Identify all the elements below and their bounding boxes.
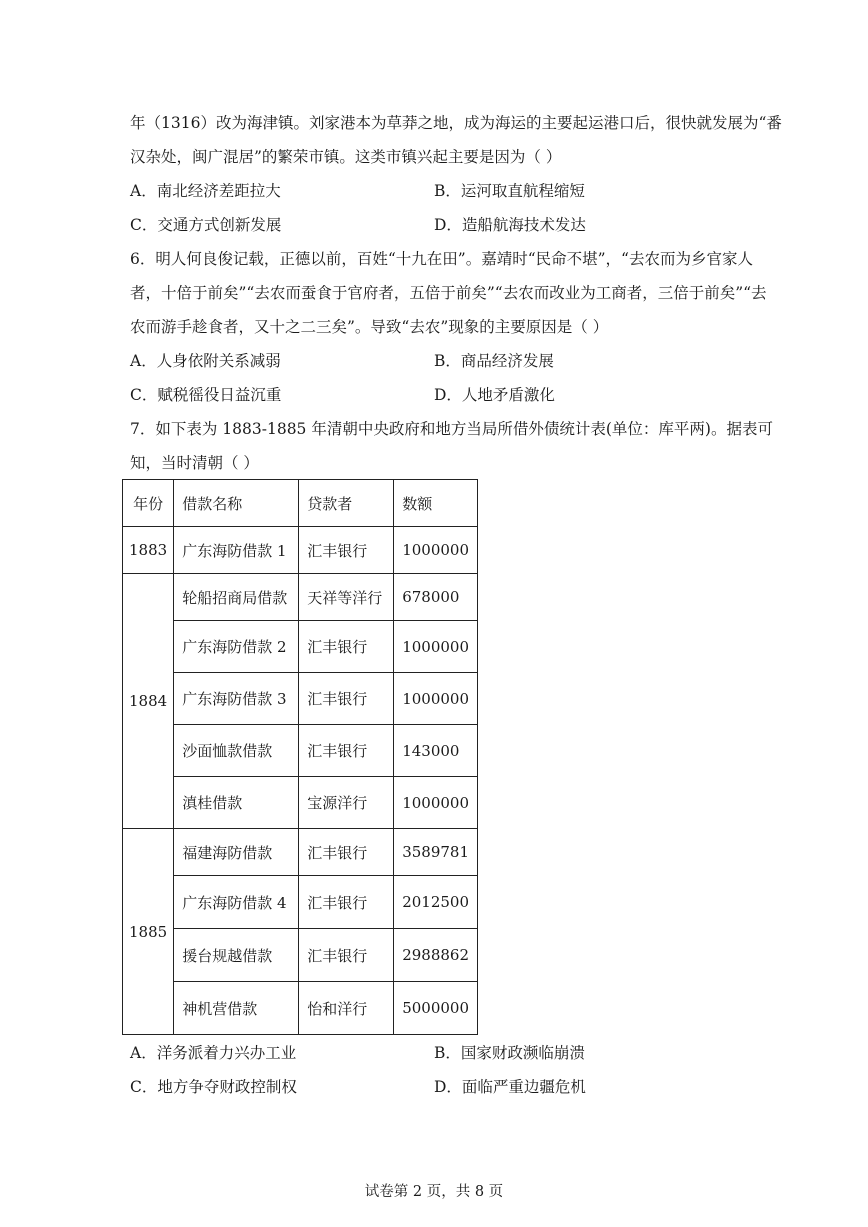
- header-loan-name: 借款名称: [174, 480, 299, 527]
- lender-cell: 汇丰银行: [299, 876, 394, 929]
- q7-option-b: B．国家财政濒临崩溃: [434, 1044, 585, 1062]
- loan-name-cell: 援台规越借款: [174, 929, 299, 982]
- amount-cell: 5000000: [394, 982, 478, 1035]
- table-row: [123, 725, 478, 777]
- q7-stem-line-2: 知，当时清朝（ ）: [130, 454, 259, 472]
- q6-option-c: C．赋税徭役日益沉重: [130, 386, 282, 404]
- page-footer: 试卷第 2 页，共 8 页: [364, 1184, 504, 1200]
- loan-name-cell: 广东海防借款 1: [174, 527, 299, 574]
- amount-cell: 3589781: [394, 829, 478, 876]
- table-row: [123, 982, 478, 1035]
- q6-option-a: A．人身依附关系减弱: [130, 352, 281, 370]
- table-row: [123, 527, 478, 574]
- loan-name-cell: 轮船招商局借款: [174, 574, 299, 621]
- amount-cell: 2988862: [394, 929, 478, 982]
- lender-cell: 汇丰银行: [299, 929, 394, 982]
- header-amount: 数额: [394, 480, 478, 527]
- loan-name-cell: 广东海防借款 4: [174, 876, 299, 929]
- amount-cell: 1000000: [394, 621, 478, 673]
- table-row: [123, 929, 478, 982]
- table-row: [123, 574, 478, 621]
- lender-cell: 汇丰银行: [299, 725, 394, 777]
- amount-cell: 2012500: [394, 876, 478, 929]
- q5-stem-line-1: 年（1316）改为海津镇。刘家港本为草莽之地，成为海运的主要起运港口后，很快就发展为“番: [130, 114, 782, 132]
- amount-cell: 1000000: [394, 527, 478, 574]
- year-cell-1885: 1885: [123, 829, 174, 1035]
- loan-name-cell: 广东海防借款 3: [174, 673, 299, 725]
- q7-option-a: A．洋务派着力兴办工业: [130, 1044, 297, 1062]
- year-cell-1884: 1884: [123, 574, 174, 829]
- table-header-row: [123, 480, 478, 527]
- foreign-debt-table: [122, 479, 478, 1035]
- table-row: [123, 621, 478, 673]
- loan-name-cell: 福建海防借款: [174, 829, 299, 876]
- q7-option-c: C．地方争夺财政控制权: [130, 1078, 297, 1096]
- q6-stem-line-2: 者，十倍于前矣”“去农而蚕食于官府者，五倍于前矣”“去农而改业为工商者，三倍于前矣”“去: [130, 284, 767, 302]
- lender-cell: 怡和洋行: [299, 982, 394, 1035]
- header-lender: 贷款者: [299, 480, 394, 527]
- q6-stem-line-1: 6．明人何良俊记载，正德以前，百姓“十九在田”。嘉靖时“民命不堪”，“去农而为乡官家人: [130, 250, 753, 268]
- q5-option-d: D．造船航海技术发达: [434, 216, 586, 234]
- lender-cell: 宝源洋行: [299, 777, 394, 829]
- loan-name-cell: 沙面恤款借款: [174, 725, 299, 777]
- q5-option-a: A．南北经济差距拉大: [130, 182, 281, 200]
- loan-name-cell: 广东海防借款 2: [174, 621, 299, 673]
- q6-stem-line-3: 农而游手趁食者，又十之二三矣”。导致“去农”现象的主要原因是（ ）: [130, 318, 609, 336]
- lender-cell: 汇丰银行: [299, 829, 394, 876]
- amount-cell: 143000: [394, 725, 478, 777]
- q5-option-b: B．运河取直航程缩短: [434, 182, 585, 200]
- q6-option-d: D．人地矛盾激化: [434, 386, 555, 404]
- q6-option-b: B．商品经济发展: [434, 352, 554, 370]
- amount-cell: 1000000: [394, 673, 478, 725]
- table-row: [123, 829, 478, 876]
- loan-name-cell: 神机营借款: [174, 982, 299, 1035]
- year-cell-1883: 1883: [123, 527, 174, 574]
- lender-cell: 汇丰银行: [299, 621, 394, 673]
- lender-cell: 汇丰银行: [299, 527, 394, 574]
- table-row: [123, 876, 478, 929]
- table-row: [123, 673, 478, 725]
- q5-stem-line-2: 汉杂处，闽广混居”的繁荣市镇。这类市镇兴起主要是因为（ ）: [130, 148, 562, 166]
- amount-cell: 1000000: [394, 777, 478, 829]
- lender-cell: 天祥等洋行: [299, 574, 394, 621]
- header-year: 年份: [123, 480, 174, 527]
- table-row: [123, 777, 478, 829]
- loan-name-cell: 滇桂借款: [174, 777, 299, 829]
- q7-option-d: D．面临严重边疆危机: [434, 1078, 586, 1096]
- amount-cell: 678000: [394, 574, 478, 621]
- lender-cell: 汇丰银行: [299, 673, 394, 725]
- q7-stem-line-1: 7．如下表为 1883-1885 年清朝中央政府和地方当局所借外债统计表(单位：库平两)。据表可: [130, 420, 773, 438]
- q5-option-c: C．交通方式创新发展: [130, 216, 282, 234]
